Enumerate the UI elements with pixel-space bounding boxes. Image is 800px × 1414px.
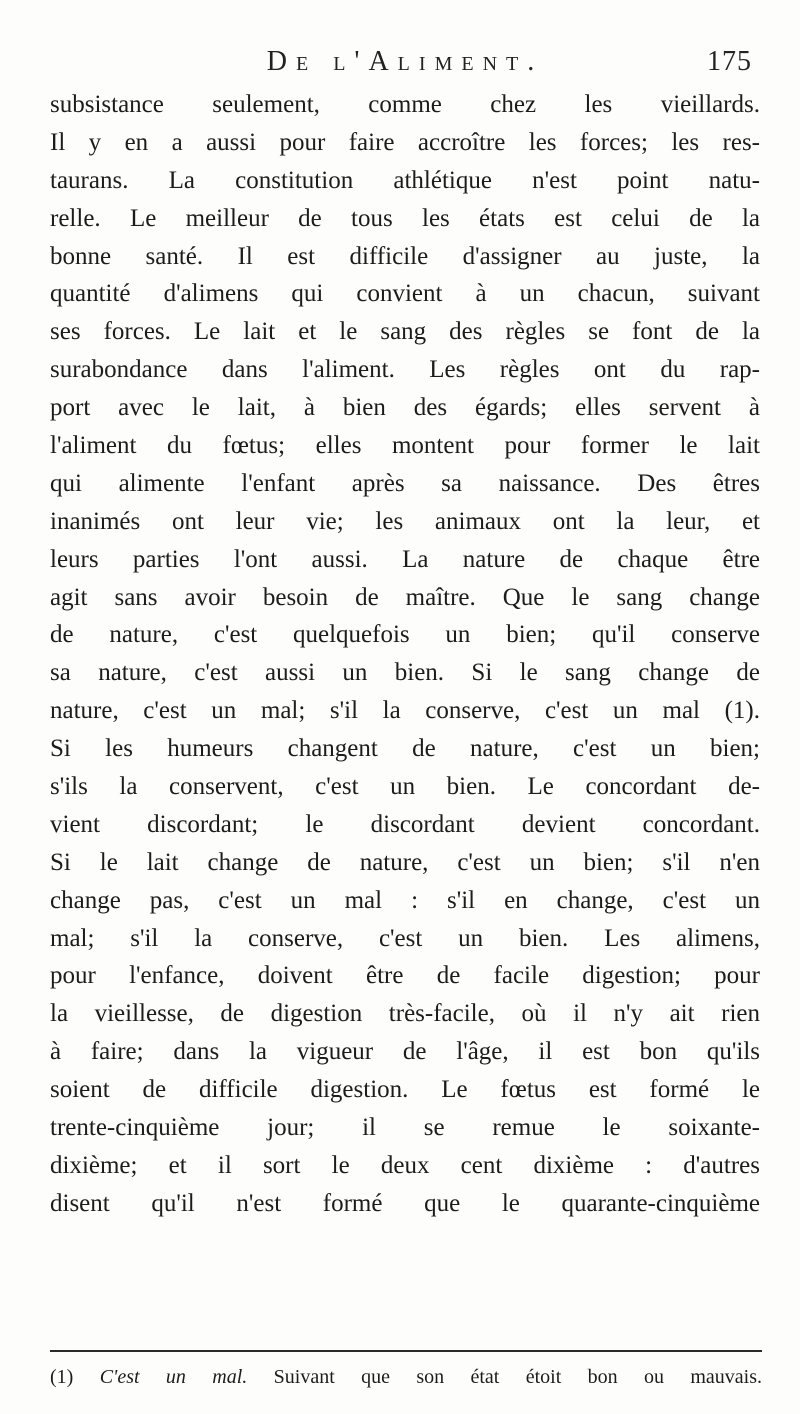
- text-line: subsistance seulement, comme chez les vieillards.: [50, 91, 760, 118]
- text-line: vient discordant; le discordant devient concordant.: [50, 810, 760, 838]
- text-line: Il y en a aussi pour faire accroître les forces; les res-: [50, 128, 760, 156]
- text-line: inanimés ont leur vie; les animaux ont la leur, et: [50, 507, 760, 535]
- text-line: taurans. La constitution athlétique n'est point natu-: [50, 166, 760, 194]
- text-line: relle. Le meilleur de tous les états est celui de la: [50, 204, 760, 232]
- footnote-divider: [50, 1350, 762, 1352]
- text-line: change pas, c'est un mal : s'il en change, c'est un: [50, 886, 760, 914]
- text-line: Si les humeurs changent de nature, c'est un bien;: [50, 735, 760, 763]
- text-line: Si le lait change de nature, c'est un bien; s'il n'en: [50, 848, 760, 876]
- footnote-text: Suivant que son état étoit bon ou mauvais.: [273, 1366, 763, 1388]
- text-line: bonne santé. Il est difficile d'assigner au juste, la: [50, 242, 760, 270]
- footnote: [50, 1364, 762, 1390]
- text-line: la vieillesse, de digestion très-facile, où il n'y ait rien: [50, 1000, 760, 1028]
- text-line: pour l'enfance, doivent être de facile digestion; pour: [50, 962, 760, 990]
- footnote-italic-text: C'est un mal.: [99, 1366, 248, 1388]
- text-line: leurs parties l'ont aussi. La nature de chaque être: [50, 545, 760, 573]
- text-line: soient de difficile digestion. Le fœtus est formé le: [50, 1076, 760, 1104]
- text-line: ses forces. Le lait et le sang des règles se font de la: [50, 318, 760, 346]
- body-text: [50, 86, 760, 1223]
- text-line: nature, c'est un mal; s'il la conserve, c'est un mal (1).: [50, 697, 760, 725]
- page-number: 175: [707, 46, 752, 77]
- text-line: agit sans avoir besoin de maître. Que le sang change: [50, 583, 760, 611]
- running-head: [28, 32, 772, 80]
- text-line: surabondance dans l'aliment. Les règles ont du rap-: [50, 356, 760, 384]
- text-line: à faire; dans la vigueur de l'âge, il est bon qu'ils: [50, 1038, 760, 1066]
- text-line: dixième; et il sort le deux cent dixième : d'autres: [50, 1151, 760, 1179]
- text-line: s'ils la conservent, c'est un bien. Le concordant de-: [50, 773, 760, 801]
- footnote-marker: (1): [50, 1366, 74, 1388]
- text-line: qui alimente l'enfant après sa naissance. Des êtres: [50, 469, 760, 497]
- text-line: l'aliment du fœtus; elles montent pour former le lait: [50, 432, 760, 460]
- running-title: De l'Aliment.: [266, 46, 544, 77]
- text-line: mal; s'il la conserve, c'est un bien. Les alimens,: [50, 924, 760, 952]
- text-line: sa nature, c'est aussi un bien. Si le sang change de: [50, 659, 760, 687]
- text-line: de nature, c'est quelquefois un bien; qu'il conserve: [50, 621, 760, 649]
- text-line: disent qu'il n'est formé que le quarante-cinquième: [50, 1189, 760, 1217]
- text-line: trente-cinquième jour; il se remue le soixante-: [50, 1114, 760, 1142]
- text-line: port avec le lait, à bien des égards; elles servent à: [50, 394, 760, 422]
- text-line: quantité d'alimens qui convient à un chacun, suivant: [50, 280, 760, 308]
